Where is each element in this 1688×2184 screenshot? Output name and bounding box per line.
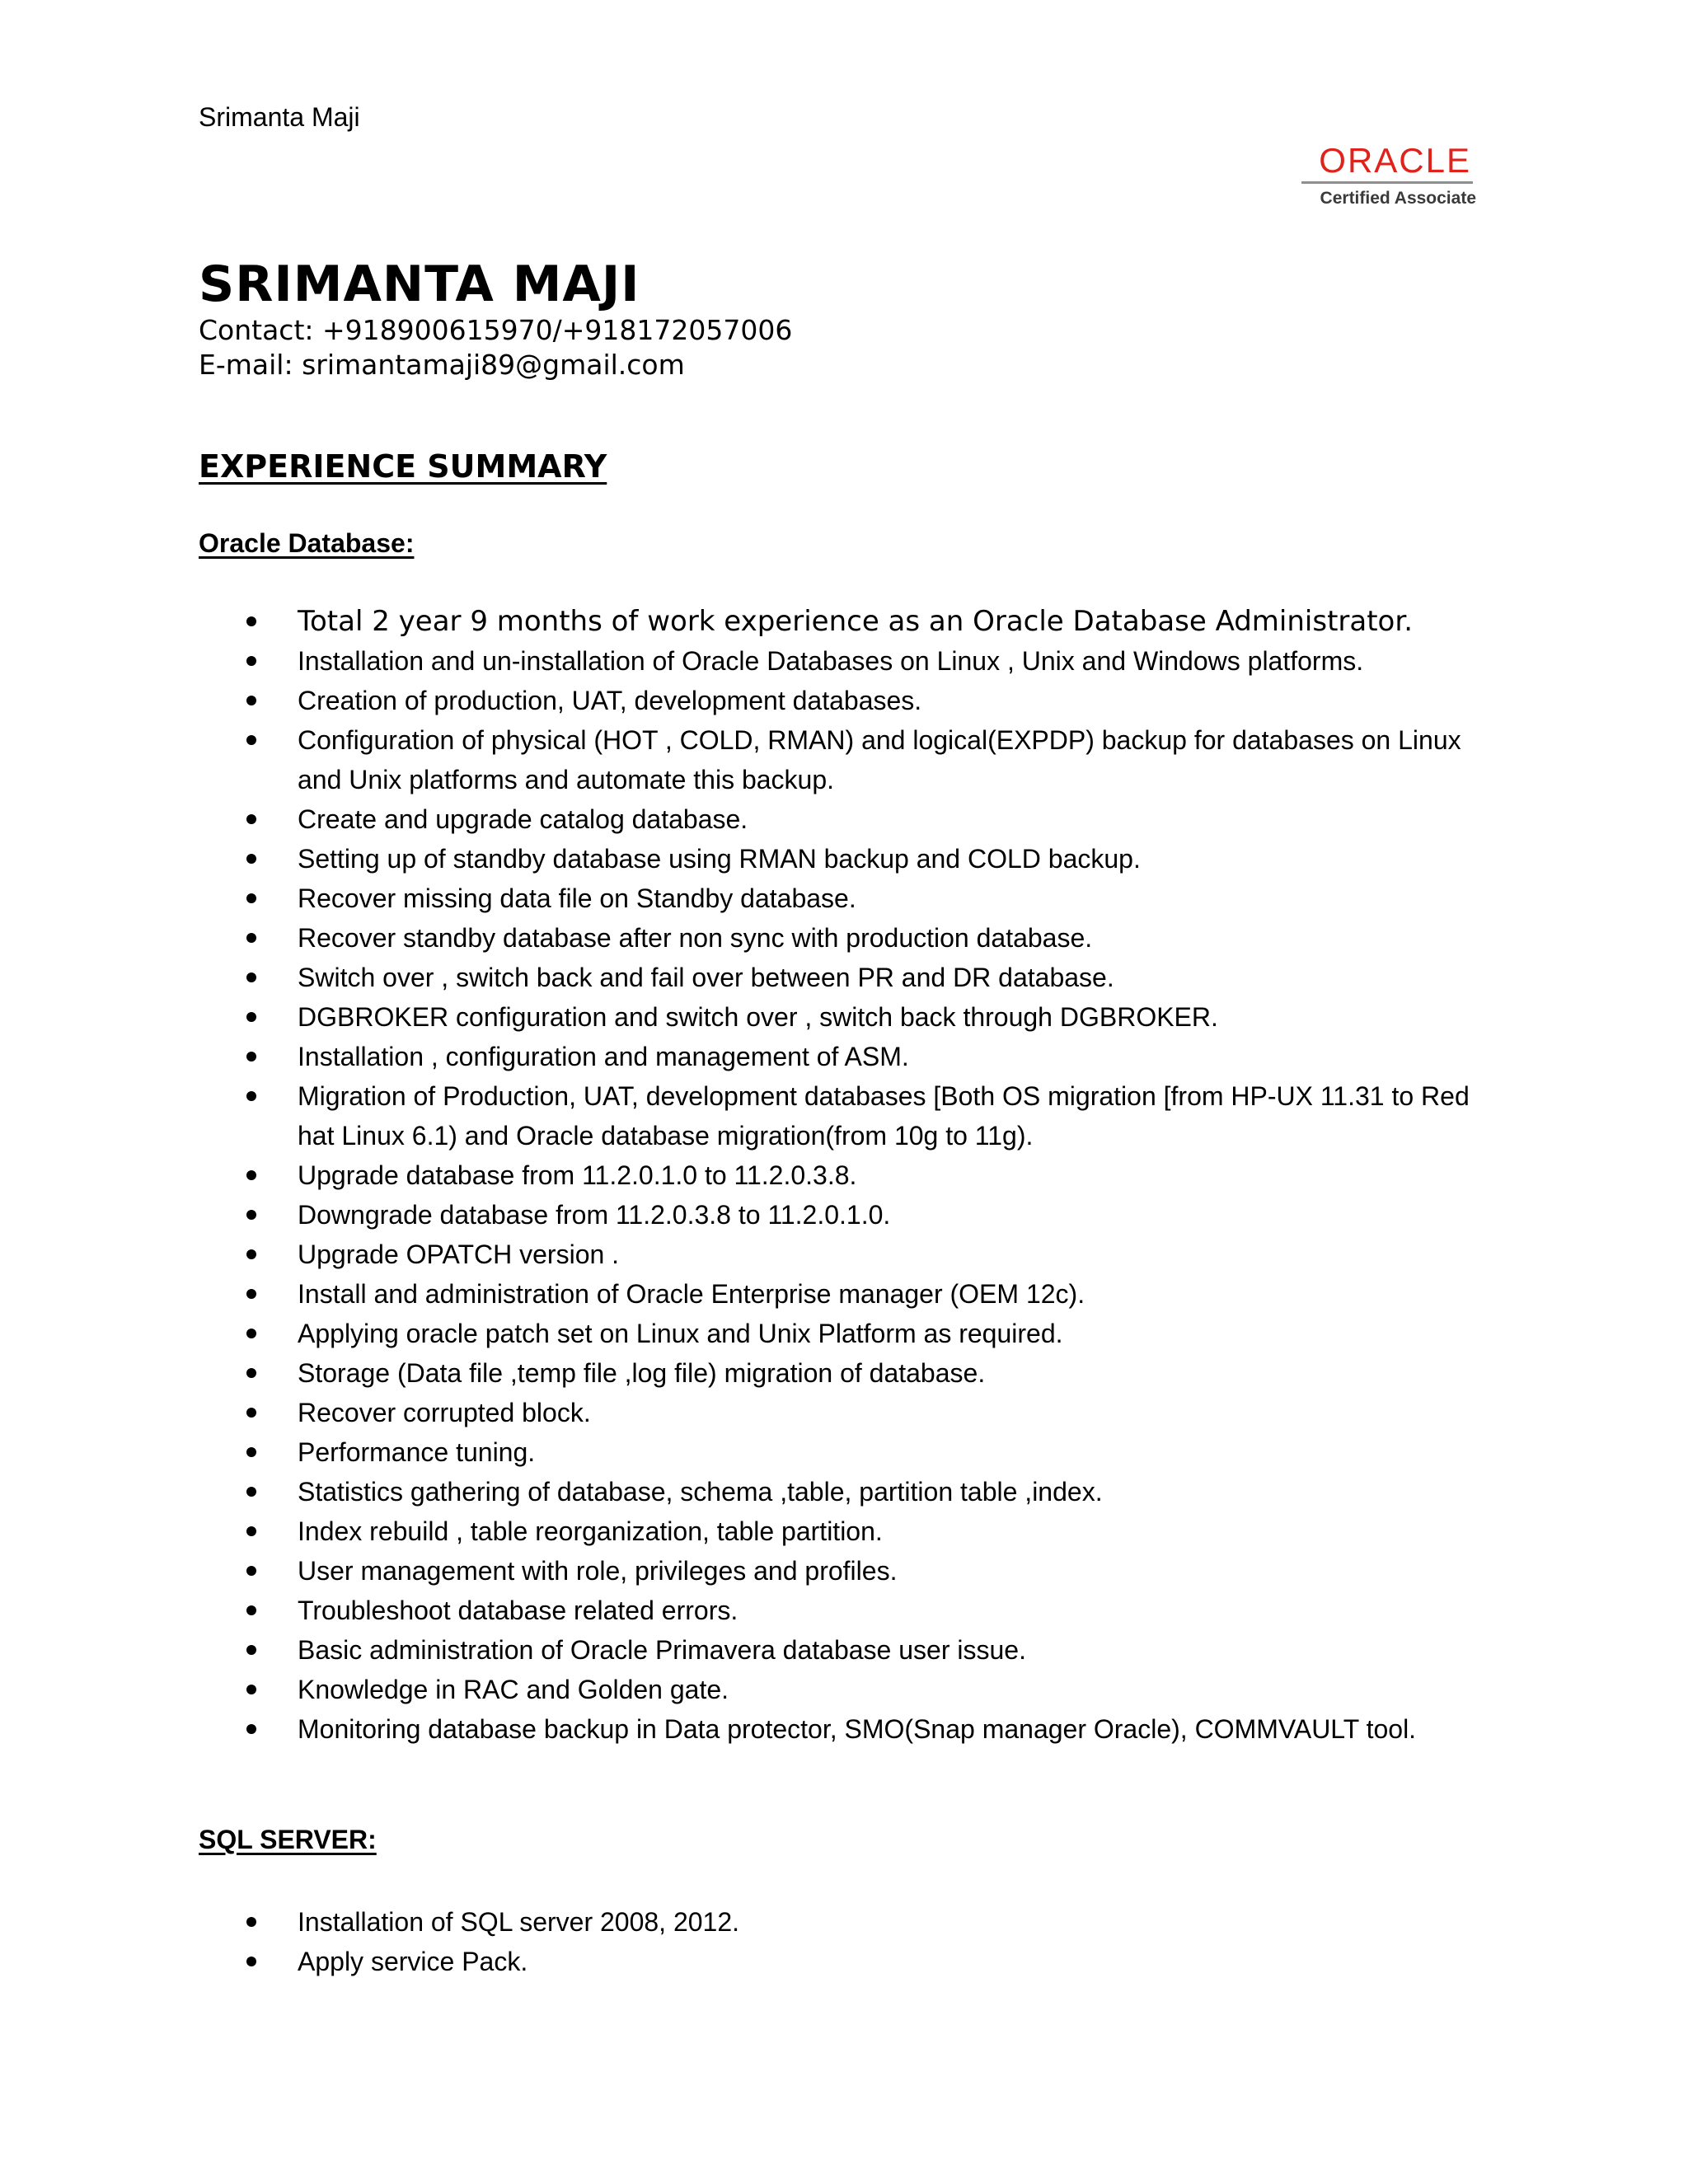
list-item-text: Apply service Pack. [298,1947,528,1976]
oracle-certified-associate-logo [1298,142,1479,210]
bullet-icon [246,1052,256,1062]
bullet-icon [246,933,256,943]
list-item [0,1630,1688,1670]
list-item [0,1195,1688,1235]
oracle-experience-list [0,602,1688,1749]
sql-server-experience-list [0,1902,1688,1981]
contact-email: E-mail: srimantamaji89@gmail.com [199,349,685,381]
list-item [0,1155,1688,1195]
list-item-text: Applying oracle patch set on Linux and Unix Platform as required. [298,1319,1063,1348]
list-item [0,1551,1688,1591]
candidate-name: SRIMANTA MAJI [199,255,640,313]
list-item [0,1353,1688,1393]
list-item [0,918,1688,958]
list-item-text: Troubleshoot database related errors. [298,1596,738,1625]
list-item [0,641,1688,681]
list-item [0,1709,1688,1749]
list-item-text: Upgrade OPATCH version . [298,1240,620,1269]
oracle-logo-wordmark: ORACLE [1319,141,1471,180]
bullet-icon [246,1917,256,1927]
list-item-text: Setting up of standby database using RMAN backup and COLD backup. [298,844,1141,874]
list-item-text: Recover missing data file on Standby database. [298,883,856,913]
bullet-icon [246,1408,256,1418]
bullet-icon [246,696,256,705]
bullet-icon [246,1447,256,1457]
bullet-icon [246,1368,256,1378]
list-item [0,1314,1688,1353]
list-item-text: Total 2 year 9 months of work experience as an Oracle Database Administrator. [298,605,1414,638]
list-item-text: DGBROKER configuration and switch over , switch back through DGBROKER. [298,1002,1218,1032]
list-item [0,839,1688,879]
list-item [0,1511,1688,1551]
list-item [0,1472,1688,1511]
list-item [0,997,1688,1037]
list-item [0,1591,1688,1630]
list-item-text: User management with role, privileges and profiles. [298,1556,898,1586]
bullet-icon [246,854,256,864]
list-item [0,1902,1688,1942]
bullet-icon [246,656,256,666]
list-item-text: Index rebuild , table reorganization, table partition. [298,1516,883,1546]
list-item-text: Knowledge in RAC and Golden gate. [298,1675,729,1704]
bullet-icon [246,1526,256,1536]
list-item [0,1235,1688,1274]
list-item [0,799,1688,839]
list-item-text: Installation , configuration and management of ASM. [298,1042,909,1071]
bullet-icon [246,1012,256,1022]
bullet-icon [246,1957,256,1966]
list-item-text: Statistics gathering of database, schema ,table, partition table ,index. [298,1477,1103,1507]
list-item [0,1037,1688,1076]
list-item [0,602,1688,641]
list-item-text: Recover corrupted block. [298,1398,591,1427]
list-item-text: Migration of Production, UAT, development databases [Both OS migration [from HP-UX 11.31 to Red hat Linux 6.1) and Oracle database migration(from 10g to 11g). [298,1081,1470,1151]
running-header: Srimanta Maji [199,102,360,132]
list-item [0,681,1688,720]
experience-summary-heading: EXPERIENCE SUMMARY [199,448,607,485]
bullet-icon [246,1645,256,1655]
bullet-icon [246,1289,256,1299]
list-item-text: Install and administration of Oracle Enterprise manager (OEM 12c). [298,1279,1085,1309]
bullet-icon [246,1249,256,1259]
list-item [0,1432,1688,1472]
bullet-icon [246,1210,256,1220]
bullet-icon [246,1170,256,1180]
list-item-text: Monitoring database backup in Data protector, SMO(Snap manager Oracle), COMMVAULT tool. [298,1714,1417,1744]
list-item [0,958,1688,997]
list-item-text: Installation and un-installation of Oracle Databases on Linux , Unix and Windows platforms. [298,646,1364,676]
logo-caption: Certified Associate [1320,189,1476,208]
bullet-icon [246,972,256,982]
bullet-icon [246,1685,256,1694]
list-item [0,1076,1688,1155]
list-item [0,720,1688,799]
oracle-database-heading: Oracle Database: [199,528,415,558]
list-item-text: Configuration of physical (HOT , COLD, RMAN) and logical(EXPDP) backup for databases on Linux and Unix platforms and automate this backup. [298,725,1461,794]
bullet-icon [246,735,256,745]
bullet-icon [246,814,256,824]
bullet-icon [246,616,256,626]
bullet-icon [246,1724,256,1734]
list-item-text: Create and upgrade catalog database. [298,804,748,834]
bullet-icon [246,1566,256,1576]
list-item [0,1393,1688,1432]
contact-block [199,313,792,382]
list-item [0,1670,1688,1709]
bullet-icon [246,1091,256,1101]
bullet-icon [246,1329,256,1338]
list-item [0,879,1688,918]
bullet-icon [246,1487,256,1497]
list-item-text: Storage (Data file ,temp file ,log file) migration of database. [298,1358,986,1388]
list-item [0,1942,1688,1981]
list-item-text: Basic administration of Oracle Primavera database user issue. [298,1635,1026,1665]
list-item-text: Downgrade database from 11.2.0.3.8 to 11.2.0.1.0. [298,1200,891,1230]
list-item-text: Switch over , switch back and fail over between PR and DR database. [298,963,1114,992]
list-item-text: Upgrade database from 11.2.0.1.0 to 11.2.0.3.8. [298,1160,857,1190]
bullet-icon [246,1605,256,1615]
list-item-text: Performance tuning. [298,1437,536,1467]
list-item [0,1274,1688,1314]
bullet-icon [246,893,256,903]
list-item-text: Creation of production, UAT, development databases. [298,686,922,715]
list-item-text: Recover standby database after non sync with production database. [298,923,1093,953]
contact-phone: Contact: +918900615970/+918172057006 [199,314,793,346]
logo-divider [1301,181,1473,184]
list-item-text: Installation of SQL server 2008, 2012. [298,1907,740,1937]
sql-server-heading: SQL SERVER: [199,1825,377,1854]
